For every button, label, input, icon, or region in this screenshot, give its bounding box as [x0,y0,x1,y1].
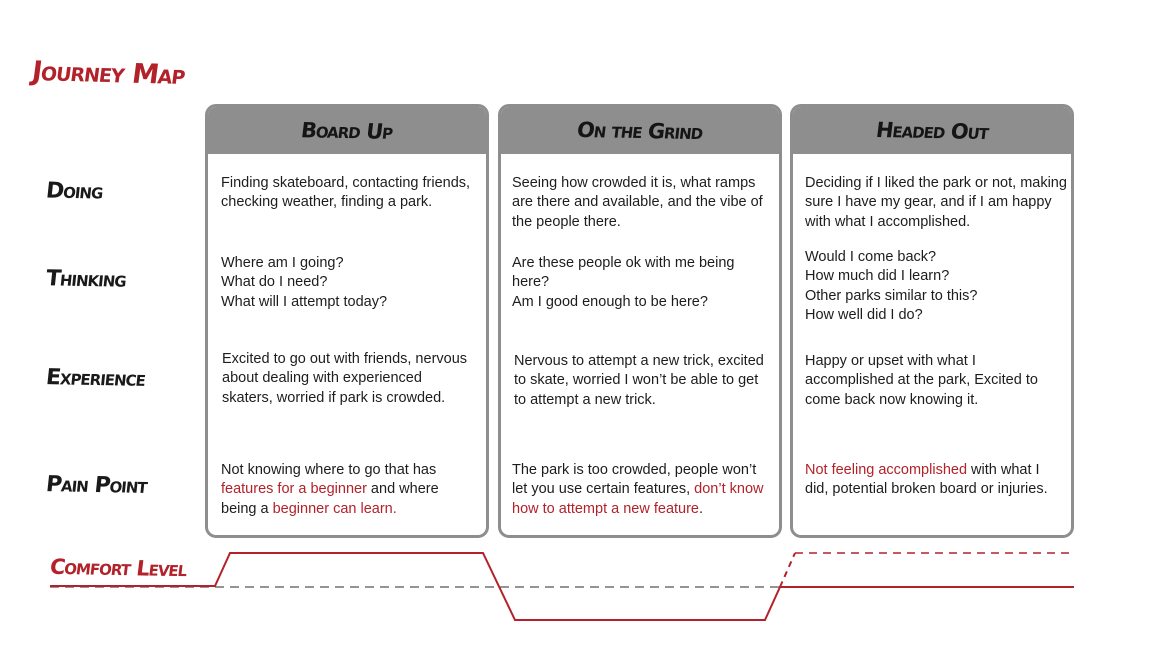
page-title: Journey Map [30,56,187,91]
comfort-dashed-rise [780,553,795,587]
pain-highlight: don’t know how to attempt a new feature [512,481,764,517]
pain-segment: Not knowing where to go that has [221,462,437,478]
thinking-line: How much did I learn? [805,268,950,285]
stage-card-board-up [205,104,489,538]
pain-segment: with what I did, potential broken board or injuries. [805,462,1048,498]
pain-highlight: Not feeling accomplished [805,462,968,478]
doing-text: Deciding if I liked the park or not, making sure I have my gear, and if I am happy with what I accomplished. [805,175,1067,230]
thinking-line: What do I need? [221,274,328,291]
thinking-line: How well did I do? [805,306,923,323]
pain-point-text [805,461,1057,500]
row-label-doing: Doing [44,178,104,205]
comfort-level-graph [0,540,1152,640]
thinking-line: Am I good enough to be here? [512,293,708,310]
thinking-text [221,254,473,312]
stage-header [208,107,486,154]
stage-title: On the Grind [575,117,705,144]
thinking-line: Other parks similar to this? [805,287,978,304]
stage-header [501,107,779,154]
stage-title: Board Up [299,117,395,144]
pain-highlight: features for a beginner [221,481,367,498]
row-label-pain-point: Pain Point [44,472,149,499]
thinking-line: What will I attempt today? [221,293,388,310]
stage-card-headed-out [790,104,1074,538]
pain-segment: The park is too crowded, people won’t let you use certain features, [512,462,757,498]
comfort-level-label: Comfort Level [48,554,188,582]
pain-segment: and where being a [221,481,439,517]
thinking-line: Where am I going? [221,255,344,271]
doing-text: Finding skateboard, contacting friends, checking weather, finding a park. [221,175,471,211]
stage-header [793,107,1071,154]
thinking-line: Would I come back? [805,249,937,265]
pain-point-text [221,461,473,519]
pain-segment: . [699,500,704,517]
thinking-text [512,254,762,312]
pain-point-text [512,461,774,519]
thinking-text [805,248,1067,325]
experience-text: Excited to go out with friends, nervous about dealing with experienced skaters, worried if park is crowded. [222,351,468,406]
row-label-thinking: Thinking [44,266,128,293]
thinking-line: Are these people ok with me being here? [512,255,735,291]
pain-highlight: beginner can learn. [272,500,397,517]
stage-card-on-the-grind [498,104,782,538]
doing-text: Seeing how crowded it is, what ramps are there and available, and the vibe of the people there. [512,175,763,230]
row-label-experience: Experience [44,365,147,392]
experience-text: Nervous to attempt a new trick, excited to skate, worried I won’t be able to get to attempt a new trick. [514,353,764,408]
stage-title: Headed Out [874,117,990,144]
experience-text: Happy or upset with what I accomplished at the park, Excited to come back now knowing it. [805,353,1038,408]
